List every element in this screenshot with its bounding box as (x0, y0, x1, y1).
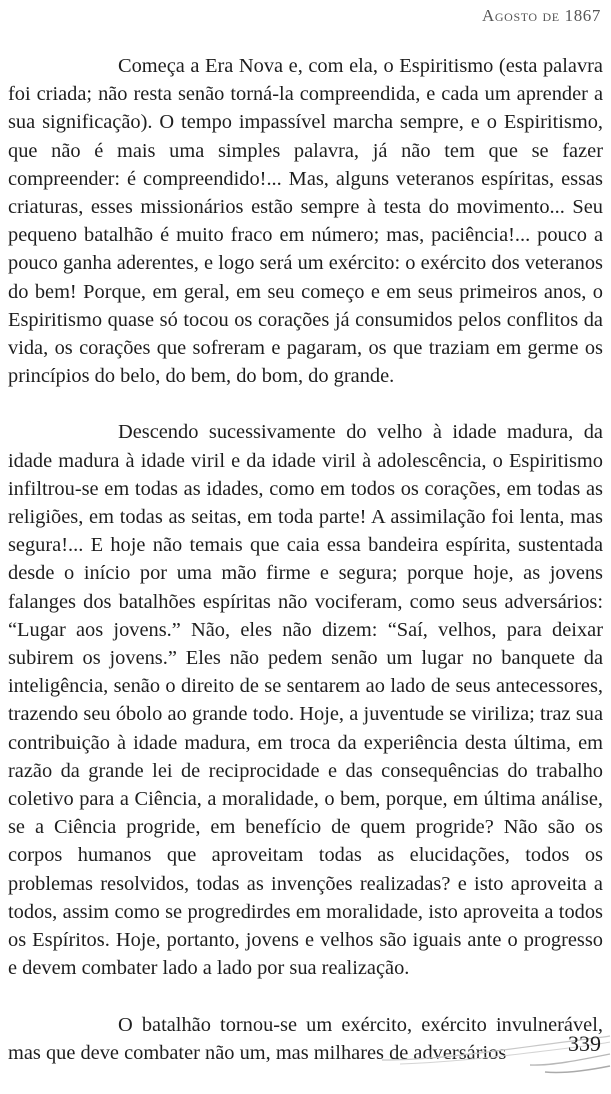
page-number: 339 (568, 1031, 601, 1056)
paragraph-3: O batalhão tornou-se um exército, exército invulnerável, mas que deve combater não um, mas milhares de adversários (8, 1013, 603, 1064)
page-body (8, 52, 603, 1067)
paragraph-1: Começa a Era Nova e, com ela, o Espiritismo (esta palavra foi criada; não resta senão torná-la compreendida, e cada um aprender a sua significação). O tempo impassível marcha sempre, e o Espiritismo, que não é mais uma simples palavra, já não tem que se fazer compreender: é compreendido!... Mas, alguns veteranos espíritas, essas criaturas, esses missionários estão sempre à testa do movimento... Seu pequeno batalhão é muito fraco em número; mas, paciência!... pouco a pouco ganha aderentes, e logo será um exército: o exército dos veteranos do bem! Porque, em geral, em seu começo e em seus primeiros anos, o Espiritismo quase só tocou os corações já consumidos pelos conflitos da vida, os corações que sofreram e pagaram, os que traziam em germe os princípios do belo, do bem, do bom, do grande. (8, 55, 603, 388)
running-header: Agosto de 1867 (482, 6, 601, 25)
paragraph-2: Descendo sucessivamente do velho à idade madura, da idade madura à idade viril e da idade viril à adolescência, o Espiritismo infiltrou-se em todas as idades, como em todos os corações, em todas as religiões, em todas as seitas, em toda parte! A assimilação foi lenta, mas segura!... E hoje não temais que caia essa bandeira espírita, sustentada desde o início por uma mão firme e segura; porque hoje, as jovens falanges dos batalhões espíritas não vociferam, como seus adversários: “Lugar aos jovens.” Não, eles não dizem: “Saí, velhos, para deixar subirem os jovens.” Eles não pedem senão um lugar no banquete da inteligência, senão o direito de se sentarem ao lado de seus antecessores, trazendo seu óbolo ao grande todo. Hoje, a juventude se viriliza; traz sua contribuição à idade madura, em troca da experiência desta última, em razão da grande lei de reciprocidade e das consequências do trabalho coletivo para a Ciência, a moralidade, o bem, porque, em última análise, se a Ciência progride, em benefício de quem progride? Não são os corpos humanos que aproveitam todas as elucidações, todos os problemas resolvidos, todas as invenções realizadas? e isto aproveita a todos, assim como se progredirdes em moralidade, isto aproveita a todos os Espíritos. Hoje, portanto, jovens e velhos são iguais ante o progresso e devem combater lado a lado por sua realização. (8, 421, 603, 980)
